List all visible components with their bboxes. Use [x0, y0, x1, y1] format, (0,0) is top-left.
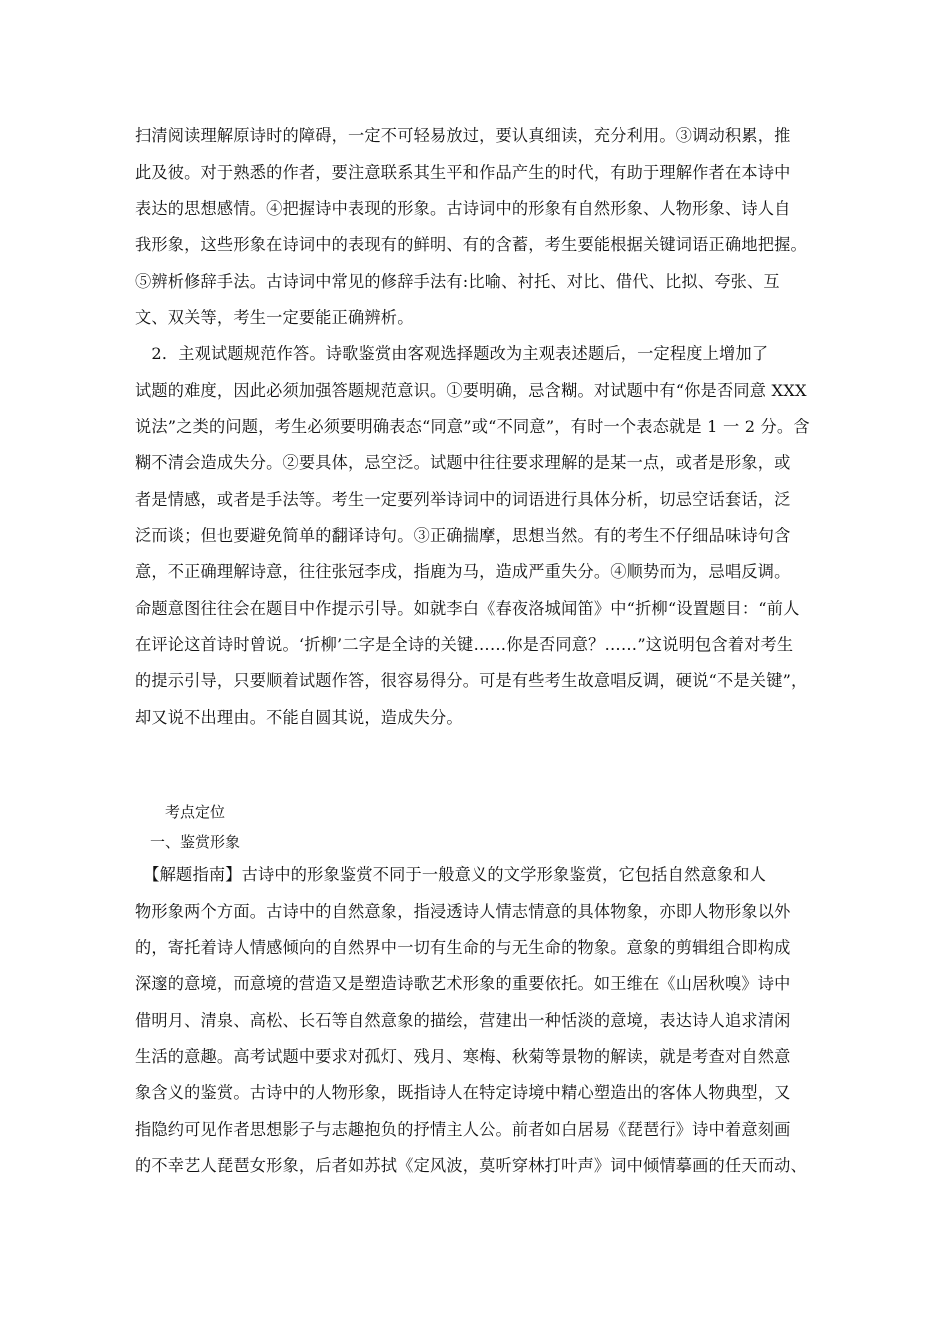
paragraph-line: 我形象，这些形象在诗词中的表现有的鲜明、有的含蓄，考生要能根据关键词语正确地把握。: [135, 235, 807, 254]
paragraph-line: 深邃的意境，而意境的营造又是塑造诗歌艺术形象的重要依托。如王维在《山居秋嗅》诗中: [135, 974, 791, 993]
paragraph-line: 糊不清会造成失分。②要具体，忌空泛。试题中往往要求理解的是某一点，或者是形象，或: [135, 453, 791, 472]
paragraph-line: 表达的思想感情。④把握诗中表现的形象。古诗词中的形象有自然形象、人物形象、诗人自: [135, 199, 791, 218]
section-heading-jianshang: 一、鉴赏形象: [150, 833, 241, 851]
paragraph-line: 者是情感，或者是手法等。考生一定要列举诗词中的词语进行具体分析，切忌空话套话，泛: [135, 490, 791, 509]
paragraph-line: 命题意图往往会在题目中作提示引导。如就李白《春夜洛城闻笛》中“折柳“设置题目：“前人: [135, 599, 800, 618]
paragraph-line: 说法”之类的问题，考生必须要明确表态“同意”或“不同意”，有时一个表态就是 1 一 2 分。含: [135, 417, 810, 436]
paragraph-line: 却又说不出理由。不能自圆其说，造成失分。: [135, 708, 463, 727]
paragraph-line: 文、双关等，考生一定要能正确辨析。: [135, 308, 414, 327]
paragraph-line: 扫清阅读理解原诗时的障碍，一定不可轻易放过，要认真细读，充分利用。③调动积累，推: [135, 126, 791, 145]
paragraph-line: 的不幸艺人琵琶女形象，后者如苏拭《定风波，莫听穿林打叶声》词中倾情摹画的任天而动、: [135, 1156, 807, 1175]
paragraph-line: 指隐约可见作者思想影子与志趣抱负的抒情主人公。前者如白居易《琵琶行》诗中着意刻画: [135, 1120, 791, 1139]
paragraph-line: 意，不正确理解诗意，往往张冠李戌，指鹿为马，造成严重失分。④顺势而为，忌唱反调。: [135, 562, 791, 581]
paragraph-line: 【解题指南】古诗中的形象鉴赏不同于一般意义的文学形象鉴赏，它包括自然意象和人: [135, 865, 767, 884]
paragraph-line: ⑤辨析修辞手法。古诗词中常见的修辞手法有:比喻、衬托、对比、借代、比拟、夸张、互: [135, 272, 780, 291]
paragraph-line: 的提示引导，只要顺着试题作答，很容易得分。可是有些考生故意唱反调，硬说“不是关键”，: [135, 671, 808, 690]
paragraph-line: 此及彼。对于熟悉的作者，要注意联系其生平和作品产生的时代，有助于理解作者在本诗中: [135, 163, 791, 182]
paragraph-line: 泛而谈；但也要避免简单的翻译诗句。③正确揣摩，思想当然。有的考生不仔细品味诗句含: [135, 526, 791, 545]
paragraph-line: 试题的难度，因此必须加强答题规范意识。①要明确，忌含糊。对试题中有“你是否同意 XXX: [135, 381, 807, 400]
paragraph-line: 物形象两个方面。古诗中的自然意象，指浸透诗人情志情意的具体物象，亦即人物形象以外: [135, 902, 791, 921]
paragraph-line: 借明月、清泉、高松、长石等自然意象的描绘，营建出一种恬淡的意境，表达诗人追求清闲: [135, 1011, 791, 1030]
section-heading-kaodian: 考点定位: [165, 803, 226, 821]
paragraph-line: 象含义的鉴赏。古诗中的人物形象，既指诗人在特定诗境中精心塑造出的客体人物典型，又: [135, 1083, 791, 1102]
paragraph-line: 2．主观试题规范作答。诗歌鉴赏由客观选择题改为主观表述题后，一定程度上增加了: [135, 344, 769, 363]
paragraph-line: 生活的意趣。高考试题中要求对孤灯、残月、寒梅、秋菊等景物的解读，就是考查对自然意: [135, 1047, 791, 1066]
paragraph-line: 的，寄托着诗人情感倾向的自然界中一切有生命的与无生命的物象。意象的剪辑组合即构成: [135, 938, 791, 957]
paragraph-line: 在评论这首诗时曾说。‘折柳’二字是全诗的关键……你是否同意？……”这说明包含着对考生: [135, 635, 794, 654]
